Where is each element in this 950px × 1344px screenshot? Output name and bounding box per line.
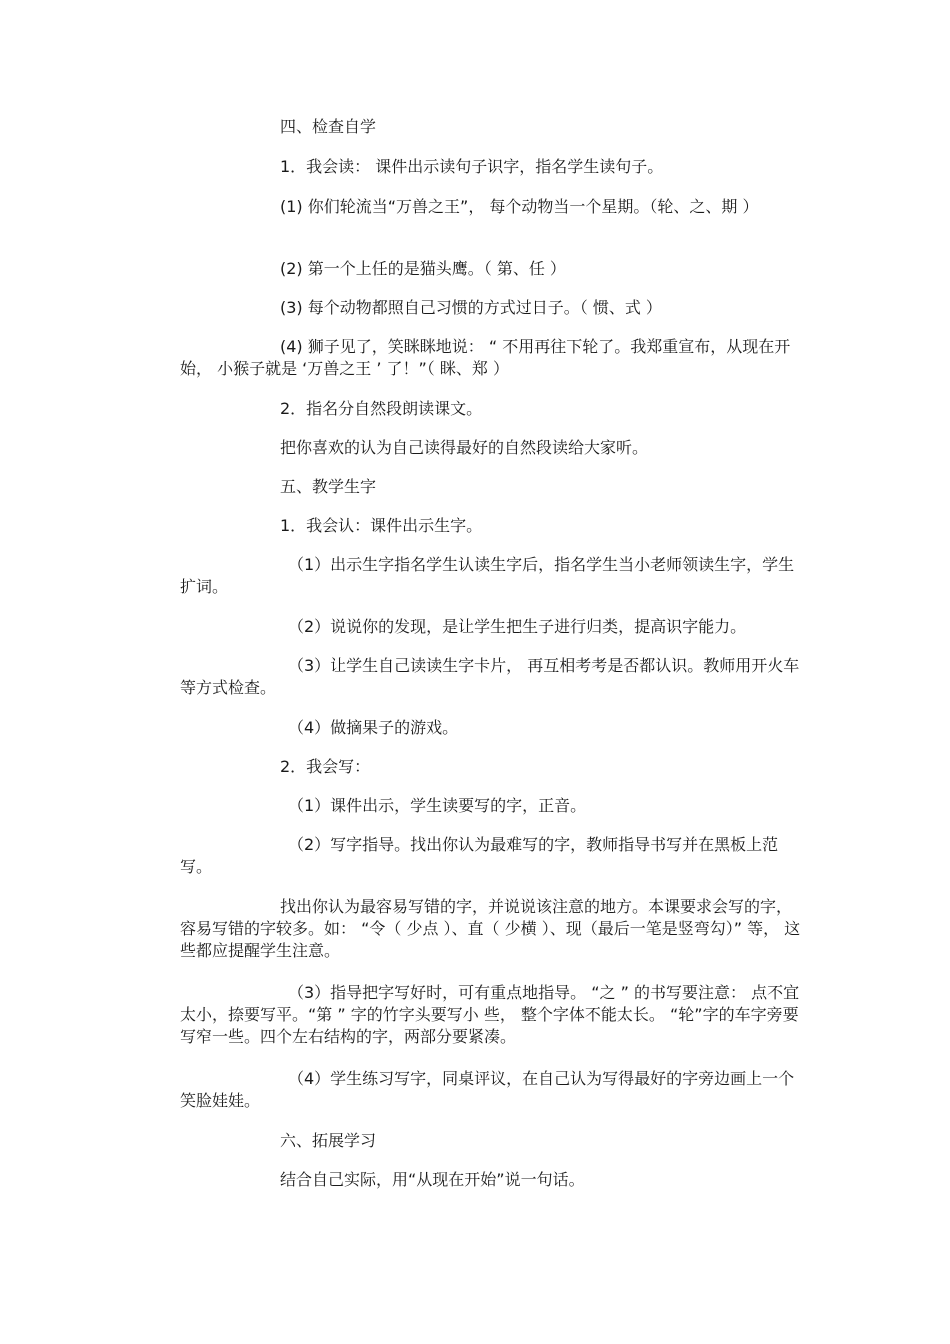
paragraph: (1) 你们轮流当“万兽之王”， 每个动物当一个星期。（轮、之、期 ） (280, 197, 759, 216)
paragraph: (4) 狮子见了，笑眯眯地说： “ 不用再往下轮了。我郑重宣布，从现在开始， 小猴子就是 ‘万兽之王 ’ 了！”（ 眯、郑 ） (180, 337, 791, 378)
section-heading-4: 四、检查自学 (280, 117, 377, 136)
paragraph: 2．指名分自然段朗读课文。 (280, 399, 483, 418)
paragraph: 1．我会认：课件出示生字。 (280, 516, 483, 535)
paragraph: (3) 每个动物都照自己习惯的方式过日子。（ 惯、式 ） (280, 298, 662, 317)
paragraph: 1．我会读： 课件出示读句子识字，指名学生读句子。 (280, 157, 664, 176)
paragraph: （3）指导把字写好时，可有重点地指导。 “之 ” 的书写要注意： 点不宜太小，捺要写平。“第 ” 字的竹字头要写小 些， 整个字体不能太长。 “轮”字的车字旁要写窄一些。四个左右结构的字，两部分要紧凑。 (180, 983, 800, 1046)
paragraph: （4）做摘果子的游戏。 (288, 718, 459, 737)
paragraph: 2．我会写： (280, 757, 371, 776)
paragraph: (2) 第一个上任的是猫头鹰。（ 第、任 ） (280, 259, 566, 278)
paragraph: （4）学生练习写字，同桌评议，在自己认为写得最好的字旁边画上一个笑脸娃娃。 (180, 1069, 795, 1110)
section-heading-5: 五、教学生字 (280, 477, 377, 496)
paragraph: （1）课件出示，学生读要写的字，正音。 (288, 796, 587, 815)
section-heading-6: 六、拓展学习 (280, 1131, 377, 1150)
paragraph: 把你喜欢的认为自己读得最好的自然段读给大家听。 (280, 438, 649, 457)
paragraph: （3）让学生自己读读生字卡片， 再互相考考是否都认识。教师用开火车等方式检查。 (180, 656, 800, 697)
paragraph: 结合自己实际，用“从现在开始”说一句话。 (280, 1170, 585, 1189)
paragraph: 找出你认为最容易写错的字，并说说该注意的地方。本课要求会写的字， 容易写错的字较多。如： “令（ 少点 ）、直（ 少横 ）、现（最后一笔是竖弯勾）” 等， 这些都应提醒学生注意。 (180, 897, 801, 960)
paragraph: （2）说说你的发现，是让学生把生子进行归类，提高识字能力。 (288, 617, 747, 636)
paragraph: （1）出示生字指名学生认读生字后，指名学生当小老师领读生字，学生扩词。 (180, 555, 795, 596)
paragraph: （2）写字指导。找出你认为最难写的字，教师指导书写并在黑板上范写。 (180, 835, 779, 876)
